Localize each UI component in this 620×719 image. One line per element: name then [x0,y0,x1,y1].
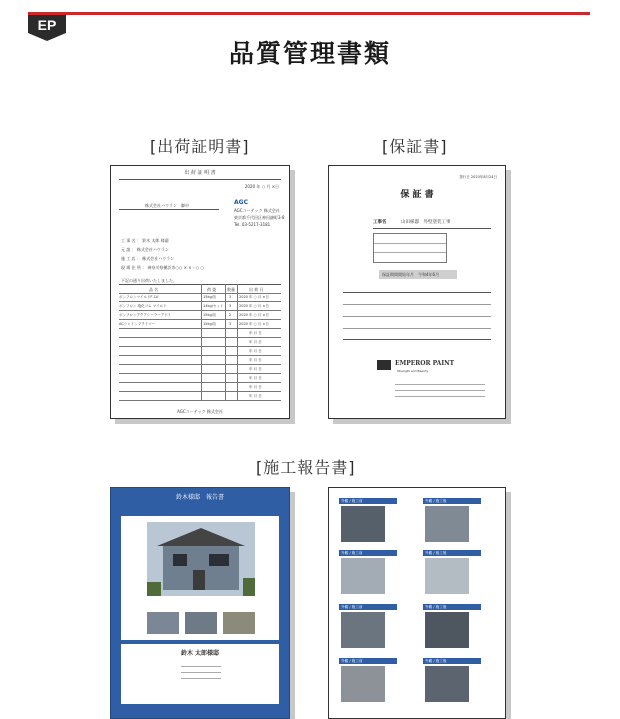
divider [373,228,491,229]
photo-label: 外観 / 施工前 [339,498,397,504]
project-name: 山田様邸 外壁塗装工事 [401,220,451,225]
divider [374,243,446,244]
divider [395,396,485,397]
table-row [119,383,281,392]
section-warranty: [保証書] [382,137,448,156]
cell: 2020 年 ○ 月 ×日 [239,295,269,299]
section-shipping-certificate: [出荷証明書] [150,137,250,156]
warranty-period-bar [379,270,457,279]
cell: 年 月 日 [249,367,262,371]
column-rule [225,284,226,401]
cell: 2020 年 ○ 月 ×日 [239,304,269,308]
cell: 15kg/缶 [203,295,217,299]
shipping-certificate-doc[interactable] [110,165,290,419]
cell: ボンフロンマイルドF-1U [119,295,159,299]
doc-footer: AGCコーテック 株式会社 [177,409,223,414]
cell: 年 月 日 [249,394,262,398]
divider [343,304,491,305]
report-title: 鈴木様邸 報告書 [175,494,224,501]
warranty-period: 保証期間開始年月 令和4年6月 [382,272,440,277]
cell: 年 月 日 [249,331,262,335]
cell: 2 [229,313,232,317]
photo [341,612,385,648]
cell: ボンフロン 塩化ゴム マイルド [119,304,167,308]
divider [343,316,491,317]
cell: 年 月 日 [249,376,262,380]
construction-report-photos[interactable] [328,487,506,719]
project-label: 工事名 [373,220,387,225]
doc-date: 2020 年 ○ 月 ×日 [244,184,279,189]
cell: ボンフロンアクアシーラーアドイ [119,313,171,317]
photo-label: 外観 / 施工前 [339,550,397,556]
divider [343,328,491,329]
doc-title: 保 証 書 [400,190,434,200]
top-rule [28,12,590,15]
cell: 年 月 日 [249,349,262,353]
table-row [119,329,281,338]
brand-tagline: Strength and Beauty [397,369,429,373]
field: 元 請 ： 株式会社ハウラン [121,247,169,252]
photo-label: 外観 / 施工後 [423,498,481,504]
divider [343,339,491,340]
section-construction-report: [施工報告書] [256,458,356,477]
divider [119,179,281,180]
cell: 3 [229,295,232,299]
table-row [119,302,281,311]
table-row [119,338,281,347]
issuer: AGCコーテック 株式会社 [234,208,280,213]
table-row [119,293,281,302]
cell: 年 月 日 [249,358,262,362]
cell: 14kg/セット [203,304,224,308]
note: 下記の通り出荷いたしました。 [121,278,177,283]
cell: 3 [229,322,232,326]
field: 工 事 名 ： 鈴木 太郎 様邸 [121,238,169,243]
logo-text: EP [37,17,57,33]
table-row [119,347,281,356]
field: 現 場 住 所 ： 神奈川県横浜市○○ × × - ○ ○ [121,265,204,270]
divider [395,384,485,385]
construction-report-cover[interactable] [110,487,290,719]
column-header: 数量 [227,287,235,292]
cell: 2020 年 ○ 月 ×日 [239,313,269,317]
page-title: 品質管理書類 [228,39,391,68]
warranty-doc[interactable] [328,165,506,419]
column-header: 荷 姿 [207,287,217,292]
column-rule [237,284,238,401]
shipment-table [111,284,289,404]
photo-label: 外観 / 施工後 [423,658,481,664]
photo [425,558,469,594]
photo [341,558,385,594]
owner-name: 鈴木 太郎様邸 [180,650,220,657]
photo-label: 外観 / 施工後 [423,604,481,610]
spec-table [343,292,491,340]
divider [181,672,221,673]
table-row [119,365,281,374]
issuer-address: 東京都千代田区神田錦町3-8 [234,215,285,220]
doc-title: 出 荷 証 明 書 [184,170,216,176]
column-header: 出 荷 日 [249,287,264,292]
table-row [119,374,281,383]
photo [425,506,469,542]
table-row [119,356,281,365]
cell: 年 月 日 [249,385,262,389]
divider [119,209,219,210]
brand-mark [377,360,391,370]
thumbnail-photo [147,612,179,634]
photo [341,666,385,702]
photo-label: 外観 / 施工後 [423,550,481,556]
cell: 15kg/缶 [203,313,217,317]
issue-date: 発行日 2020年8月24日 [459,175,497,179]
issuer-tel: Tel. 03-5217-3181 [234,222,271,227]
cell: ACシャインプライマー [119,322,156,326]
table-row [119,320,281,329]
photo [341,506,385,542]
photo-panel [121,516,279,640]
divider [395,390,485,391]
cell: 15kg/缶 [203,322,217,326]
brand-name: EMPEROR PAINT [395,360,455,367]
info-box [373,233,447,263]
table-row [119,392,281,401]
photo [425,666,469,702]
cell: 年 月 日 [249,340,262,344]
divider [181,678,221,679]
addressee: 株式会社ハウラン 御中 [145,203,189,208]
thumbnail-photo [185,612,217,634]
photo-label: 外観 / 施工前 [339,604,397,610]
table-row [119,311,281,320]
owner-panel [121,644,279,704]
field: 施 工 店 ： 株式会社ハウラン [121,256,175,261]
agc-logo: AGC [234,199,248,206]
column-header: 品 名 [149,287,159,292]
thumbnail-photo [223,612,255,634]
photo [425,612,469,648]
photo-label: 外観 / 施工前 [339,658,397,664]
divider [343,292,491,293]
divider [181,666,221,667]
cell: 3 [229,304,232,308]
house-photo [147,522,255,596]
divider [374,252,446,253]
column-rule [201,284,202,401]
cell: 2020 年 ○ 月 ×日 [239,322,269,326]
